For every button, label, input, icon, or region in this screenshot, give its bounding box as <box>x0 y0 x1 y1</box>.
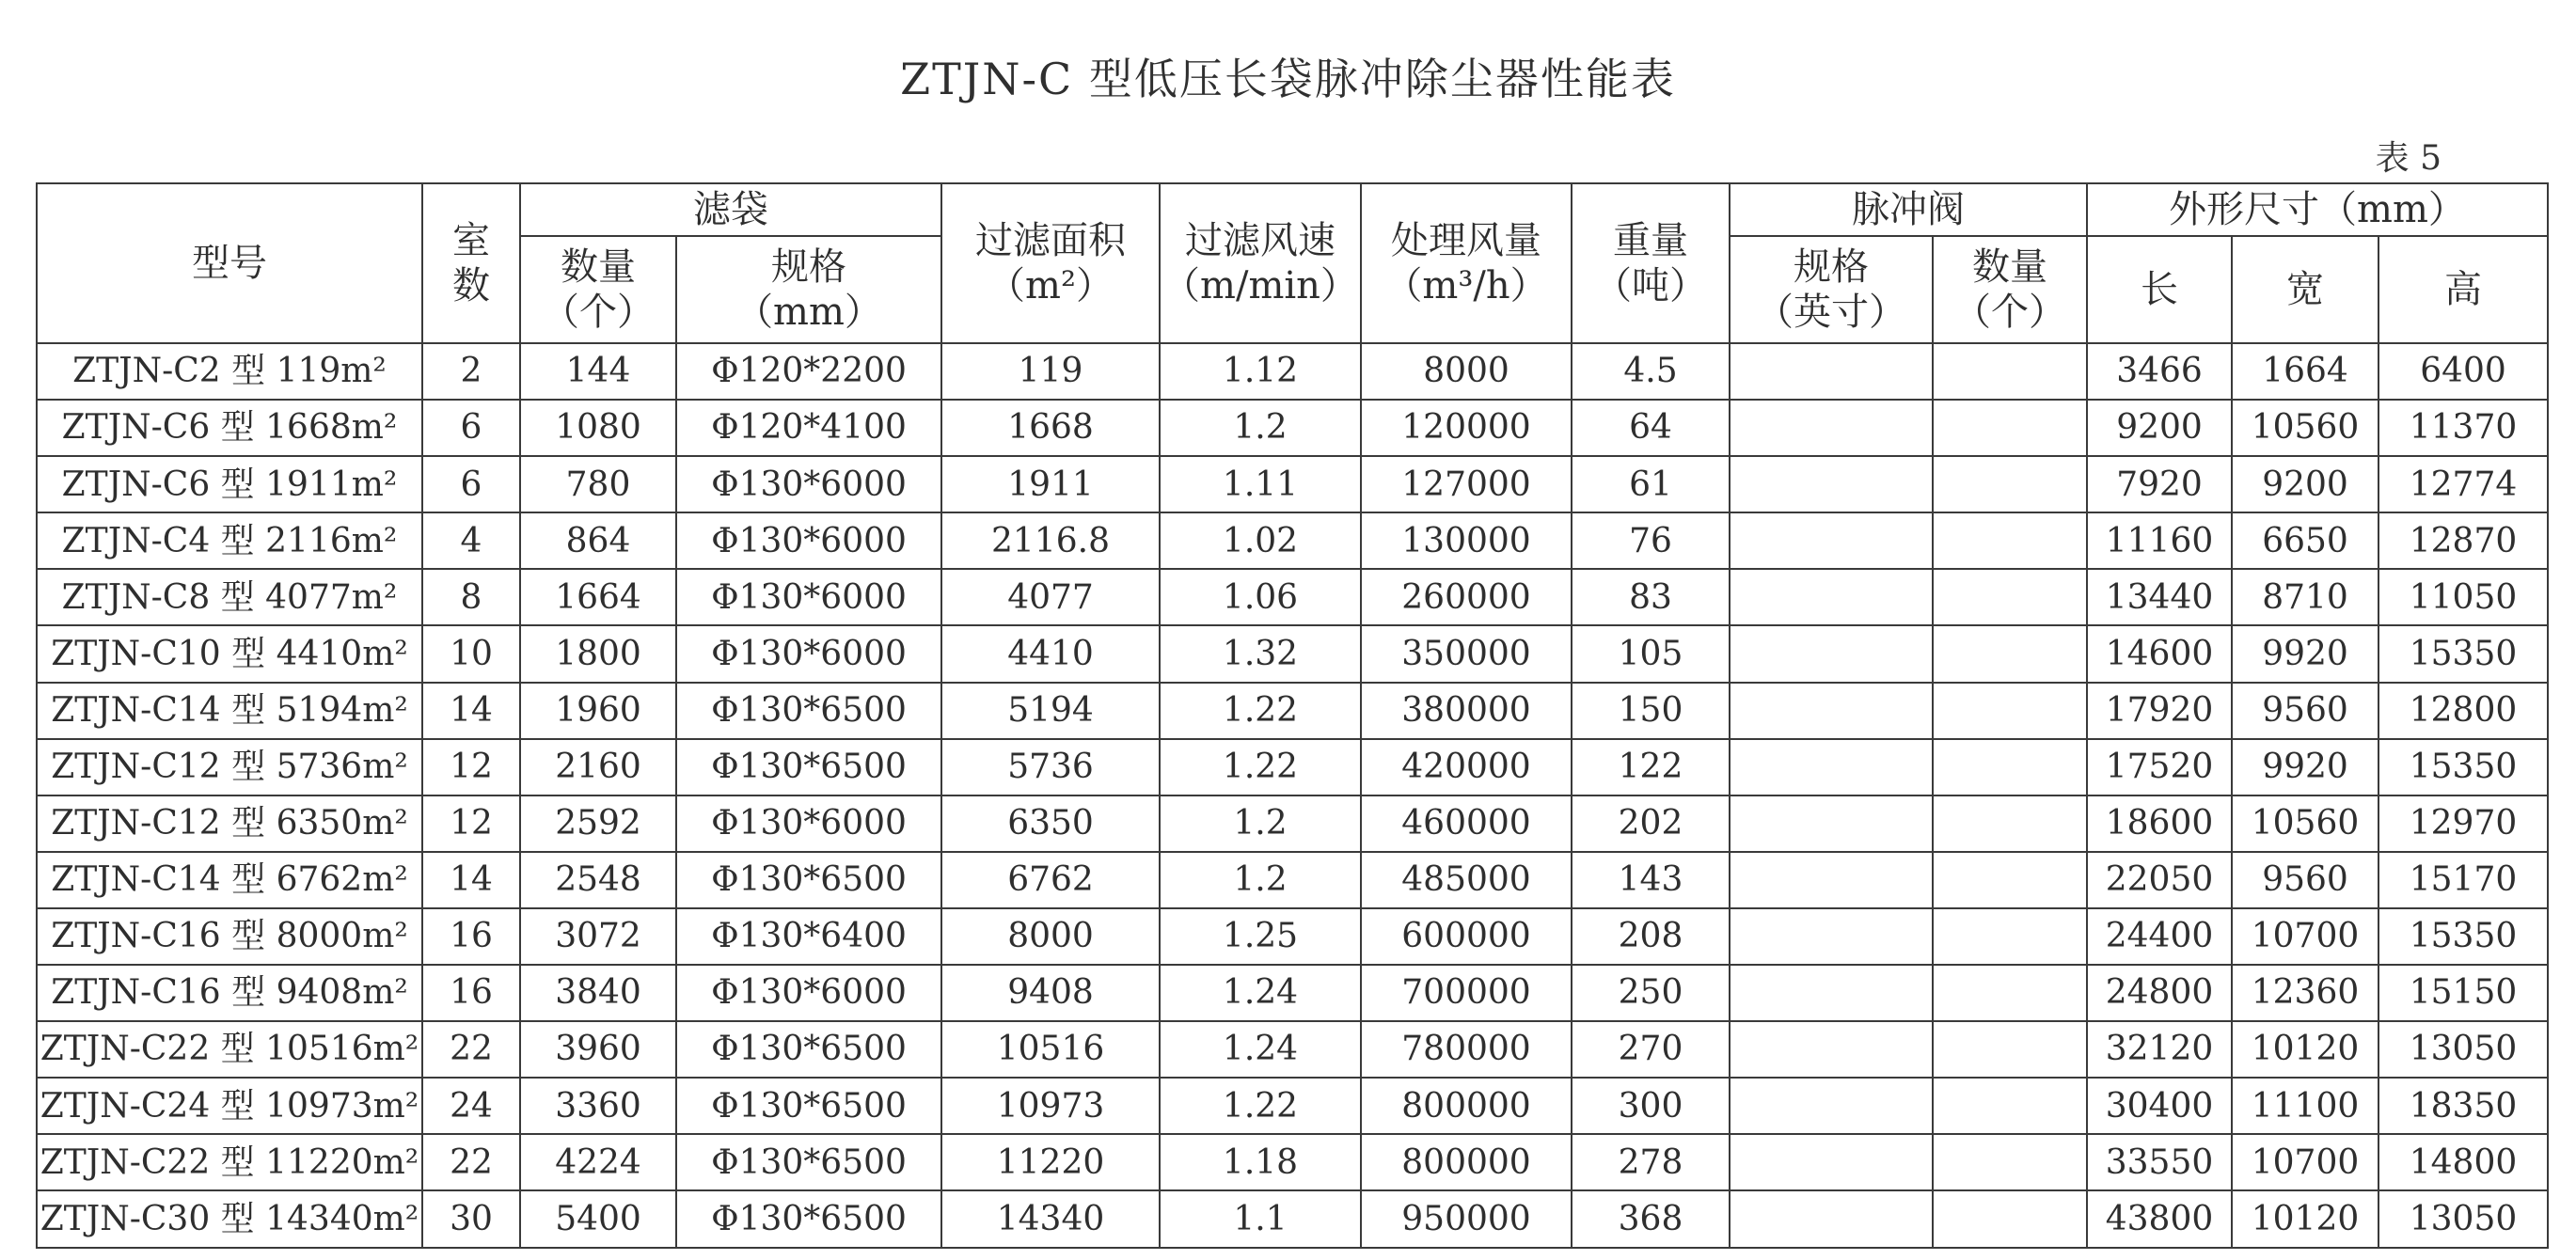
cell-height: 18350 <box>2378 1078 2548 1134</box>
cell-bag-qty: 3360 <box>520 1078 676 1134</box>
cell-rooms: 16 <box>422 908 520 965</box>
cell-volume: 260000 <box>1361 569 1572 625</box>
cell-bag-qty: 1800 <box>520 625 676 682</box>
cell-rooms: 22 <box>422 1021 520 1078</box>
cell-rooms: 12 <box>422 795 520 852</box>
col-header-width: 宽 <box>2232 236 2378 343</box>
cell-area: 10516 <box>941 1021 1160 1078</box>
cell-width: 9920 <box>2232 625 2378 682</box>
cell-width: 10120 <box>2232 1021 2378 1078</box>
cell-volume: 485000 <box>1361 852 1572 908</box>
cell-rooms: 6 <box>422 400 520 456</box>
cell-area: 6350 <box>941 795 1160 852</box>
cell-speed: 1.11 <box>1160 456 1361 512</box>
cell-area: 1911 <box>941 456 1160 512</box>
cell-model: ZTJN-C12 型 5736m² <box>37 739 422 795</box>
cell-speed: 1.12 <box>1160 343 1361 400</box>
cell-length: 18600 <box>2087 795 2232 852</box>
col-header-length: 长 <box>2087 236 2232 343</box>
col-header-air-volume: 处理风量 （m³/h） <box>1361 183 1572 343</box>
table-row <box>37 569 2548 625</box>
table-row <box>37 512 2548 569</box>
col-group-filter-bag: 滤袋 <box>520 183 941 236</box>
cell-bag-spec: Φ130*6000 <box>676 456 941 512</box>
cell-bag-spec: Φ130*6000 <box>676 795 941 852</box>
table-row <box>37 1190 2548 1247</box>
table-row <box>37 739 2548 795</box>
cell-bag-qty: 4224 <box>520 1134 676 1190</box>
cell-height: 15350 <box>2378 908 2548 965</box>
cell-width: 8710 <box>2232 569 2378 625</box>
table-row <box>37 400 2548 456</box>
cell-weight: 300 <box>1572 1078 1730 1134</box>
cell-width: 6650 <box>2232 512 2378 569</box>
cell-bag-qty: 1080 <box>520 400 676 456</box>
cell-weight: 76 <box>1572 512 1730 569</box>
cell-valve-spec <box>1730 1190 1933 1247</box>
table-row <box>37 1134 2548 1190</box>
cell-volume: 780000 <box>1361 1021 1572 1078</box>
cell-valve-spec <box>1730 683 1933 739</box>
cell-width: 10560 <box>2232 795 2378 852</box>
cell-model: ZTJN-C30 型 14340m² <box>37 1190 422 1247</box>
cell-speed: 1.32 <box>1160 625 1361 682</box>
cell-weight: 105 <box>1572 625 1730 682</box>
cell-weight: 122 <box>1572 739 1730 795</box>
cell-valve-spec <box>1730 739 1933 795</box>
cell-volume: 800000 <box>1361 1134 1572 1190</box>
cell-bag-spec: Φ130*6500 <box>676 1021 941 1078</box>
cell-weight: 83 <box>1572 569 1730 625</box>
cell-speed: 1.02 <box>1160 512 1361 569</box>
table-body <box>37 343 2548 1248</box>
cell-volume: 380000 <box>1361 683 1572 739</box>
cell-length: 3466 <box>2087 343 2232 400</box>
cell-valve-qty <box>1933 1078 2087 1134</box>
cell-valve-spec <box>1730 343 1933 400</box>
cell-height: 12774 <box>2378 456 2548 512</box>
table-row <box>37 908 2548 965</box>
cell-model: ZTJN-C12 型 6350m² <box>37 795 422 852</box>
cell-valve-qty <box>1933 456 2087 512</box>
cell-rooms: 22 <box>422 1134 520 1190</box>
cell-valve-spec <box>1730 795 1933 852</box>
col-header-bag-qty: 数量 （个） <box>520 236 676 343</box>
cell-model: ZTJN-C6 型 1911m² <box>37 456 422 512</box>
cell-model: ZTJN-C4 型 2116m² <box>37 512 422 569</box>
cell-valve-qty <box>1933 852 2087 908</box>
cell-height: 15350 <box>2378 739 2548 795</box>
cell-length: 43800 <box>2087 1190 2232 1247</box>
cell-bag-spec: Φ130*6500 <box>676 1134 941 1190</box>
cell-area: 14340 <box>941 1190 1160 1247</box>
cell-speed: 1.1 <box>1160 1190 1361 1247</box>
table-number: 表 5 <box>2375 139 2442 178</box>
cell-length: 17920 <box>2087 683 2232 739</box>
cell-model: ZTJN-C10 型 4410m² <box>37 625 422 682</box>
cell-valve-qty <box>1933 512 2087 569</box>
cell-bag-qty: 1960 <box>520 683 676 739</box>
cell-volume: 800000 <box>1361 1078 1572 1134</box>
cell-valve-spec <box>1730 1078 1933 1134</box>
cell-valve-spec <box>1730 1134 1933 1190</box>
cell-volume: 700000 <box>1361 965 1572 1021</box>
cell-valve-qty <box>1933 625 2087 682</box>
table-row <box>37 683 2548 739</box>
cell-model: ZTJN-C24 型 10973m² <box>37 1078 422 1134</box>
cell-model: ZTJN-C14 型 5194m² <box>37 683 422 739</box>
cell-volume: 8000 <box>1361 343 1572 400</box>
cell-speed: 1.2 <box>1160 400 1361 456</box>
cell-valve-spec <box>1730 908 1933 965</box>
cell-width: 1664 <box>2232 343 2378 400</box>
col-header-model: 型号 <box>37 183 422 343</box>
cell-rooms: 12 <box>422 739 520 795</box>
cell-height: 13050 <box>2378 1190 2548 1247</box>
cell-volume: 600000 <box>1361 908 1572 965</box>
cell-volume: 350000 <box>1361 625 1572 682</box>
cell-width: 10700 <box>2232 1134 2378 1190</box>
cell-area: 1668 <box>941 400 1160 456</box>
cell-length: 30400 <box>2087 1078 2232 1134</box>
cell-bag-spec: Φ120*4100 <box>676 400 941 456</box>
col-group-pulse-valve: 脉冲阀 <box>1730 183 2087 236</box>
cell-bag-spec: Φ130*6000 <box>676 512 941 569</box>
cell-area: 8000 <box>941 908 1160 965</box>
cell-rooms: 30 <box>422 1190 520 1247</box>
table-row <box>37 1021 2548 1078</box>
cell-weight: 64 <box>1572 400 1730 456</box>
table-row <box>37 1078 2548 1134</box>
cell-bag-spec: Φ120*2200 <box>676 343 941 400</box>
table-row <box>37 456 2548 512</box>
cell-speed: 1.2 <box>1160 852 1361 908</box>
cell-length: 17520 <box>2087 739 2232 795</box>
cell-bag-qty: 2160 <box>520 739 676 795</box>
cell-area: 119 <box>941 343 1160 400</box>
cell-model: ZTJN-C16 型 8000m² <box>37 908 422 965</box>
cell-weight: 278 <box>1572 1134 1730 1190</box>
cell-length: 24800 <box>2087 965 2232 1021</box>
cell-width: 9200 <box>2232 456 2378 512</box>
col-header-filter-speed: 过滤风速 （m/min） <box>1160 183 1361 343</box>
cell-bag-qty: 3072 <box>520 908 676 965</box>
cell-width: 9560 <box>2232 852 2378 908</box>
cell-model: ZTJN-C6 型 1668m² <box>37 400 422 456</box>
col-header-weight: 重量 （吨） <box>1572 183 1730 343</box>
cell-length: 24400 <box>2087 908 2232 965</box>
header-row-1 <box>37 183 2548 236</box>
cell-length: 13440 <box>2087 569 2232 625</box>
cell-weight: 368 <box>1572 1190 1730 1247</box>
col-header-valve-spec: 规格 （英寸） <box>1730 236 1933 343</box>
cell-width: 9560 <box>2232 683 2378 739</box>
cell-length: 9200 <box>2087 400 2232 456</box>
cell-height: 12870 <box>2378 512 2548 569</box>
cell-model: ZTJN-C22 型 10516m² <box>37 1021 422 1078</box>
col-group-dimensions: 外形尺寸（mm） <box>2087 183 2548 236</box>
cell-length: 14600 <box>2087 625 2232 682</box>
cell-valve-spec <box>1730 1021 1933 1078</box>
table-row <box>37 343 2548 400</box>
cell-bag-spec: Φ130*6500 <box>676 739 941 795</box>
cell-length: 33550 <box>2087 1134 2232 1190</box>
cell-width: 12360 <box>2232 965 2378 1021</box>
cell-length: 11160 <box>2087 512 2232 569</box>
cell-valve-qty <box>1933 683 2087 739</box>
col-header-filter-area: 过滤面积 （m²） <box>941 183 1160 343</box>
cell-width: 10700 <box>2232 908 2378 965</box>
cell-length: 7920 <box>2087 456 2232 512</box>
cell-valve-spec <box>1730 852 1933 908</box>
cell-height: 11370 <box>2378 400 2548 456</box>
cell-bag-qty: 2548 <box>520 852 676 908</box>
cell-valve-spec <box>1730 569 1933 625</box>
cell-valve-spec <box>1730 625 1933 682</box>
cell-bag-spec: Φ130*6500 <box>676 683 941 739</box>
cell-rooms: 2 <box>422 343 520 400</box>
cell-valve-spec <box>1730 456 1933 512</box>
cell-bag-qty: 864 <box>520 512 676 569</box>
cell-height: 15350 <box>2378 625 2548 682</box>
cell-valve-qty <box>1933 908 2087 965</box>
cell-weight: 270 <box>1572 1021 1730 1078</box>
cell-bag-qty: 2592 <box>520 795 676 852</box>
cell-area: 10973 <box>941 1078 1160 1134</box>
cell-height: 15170 <box>2378 852 2548 908</box>
cell-length: 32120 <box>2087 1021 2232 1078</box>
cell-speed: 1.25 <box>1160 908 1361 965</box>
cell-height: 13050 <box>2378 1021 2548 1078</box>
cell-weight: 150 <box>1572 683 1730 739</box>
col-header-height: 高 <box>2378 236 2548 343</box>
cell-valve-qty <box>1933 400 2087 456</box>
cell-bag-spec: Φ130*6400 <box>676 908 941 965</box>
cell-bag-qty: 144 <box>520 343 676 400</box>
cell-valve-qty <box>1933 343 2087 400</box>
table-row <box>37 852 2548 908</box>
cell-rooms: 24 <box>422 1078 520 1134</box>
cell-bag-spec: Φ130*6000 <box>676 625 941 682</box>
cell-weight: 143 <box>1572 852 1730 908</box>
cell-rooms: 16 <box>422 965 520 1021</box>
cell-speed: 1.2 <box>1160 795 1361 852</box>
cell-width: 10120 <box>2232 1190 2378 1247</box>
col-header-rooms: 室 数 <box>422 183 520 343</box>
col-header-valve-qty: 数量 （个） <box>1933 236 2087 343</box>
table-row <box>37 965 2548 1021</box>
cell-bag-spec: Φ130*6500 <box>676 852 941 908</box>
cell-weight: 202 <box>1572 795 1730 852</box>
cell-width: 9920 <box>2232 739 2378 795</box>
cell-volume: 120000 <box>1361 400 1572 456</box>
cell-bag-qty: 5400 <box>520 1190 676 1247</box>
cell-bag-qty: 1664 <box>520 569 676 625</box>
cell-weight: 4.5 <box>1572 343 1730 400</box>
document-title: ZTJN-C 型低压长袋脉冲除尘器性能表 <box>900 54 1676 104</box>
cell-model: ZTJN-C22 型 11220m² <box>37 1134 422 1190</box>
cell-weight: 250 <box>1572 965 1730 1021</box>
performance-table <box>36 182 2549 1249</box>
cell-height: 15150 <box>2378 965 2548 1021</box>
cell-model: ZTJN-C8 型 4077m² <box>37 569 422 625</box>
cell-area: 5194 <box>941 683 1160 739</box>
cell-valve-qty <box>1933 965 2087 1021</box>
cell-bag-qty: 3840 <box>520 965 676 1021</box>
cell-bag-qty: 780 <box>520 456 676 512</box>
cell-rooms: 4 <box>422 512 520 569</box>
cell-valve-qty <box>1933 739 2087 795</box>
cell-speed: 1.24 <box>1160 1021 1361 1078</box>
cell-bag-spec: Φ130*6000 <box>676 965 941 1021</box>
cell-bag-spec: Φ130*6500 <box>676 1078 941 1134</box>
cell-rooms: 14 <box>422 852 520 908</box>
cell-length: 22050 <box>2087 852 2232 908</box>
cell-valve-spec <box>1730 965 1933 1021</box>
cell-valve-qty <box>1933 1190 2087 1247</box>
cell-bag-spec: Φ130*6000 <box>676 569 941 625</box>
cell-speed: 1.24 <box>1160 965 1361 1021</box>
cell-area: 9408 <box>941 965 1160 1021</box>
cell-height: 12800 <box>2378 683 2548 739</box>
col-header-bag-spec: 规格 （mm） <box>676 236 941 343</box>
cell-valve-qty <box>1933 569 2087 625</box>
cell-rooms: 8 <box>422 569 520 625</box>
cell-model: ZTJN-C16 型 9408m² <box>37 965 422 1021</box>
cell-speed: 1.22 <box>1160 1078 1361 1134</box>
cell-volume: 950000 <box>1361 1190 1572 1247</box>
cell-valve-qty <box>1933 1021 2087 1078</box>
cell-model: ZTJN-C2 型 119m² <box>37 343 422 400</box>
cell-bag-qty: 3960 <box>520 1021 676 1078</box>
cell-area: 4077 <box>941 569 1160 625</box>
cell-valve-qty <box>1933 795 2087 852</box>
cell-area: 4410 <box>941 625 1160 682</box>
cell-bag-spec: Φ130*6500 <box>676 1190 941 1247</box>
table-row <box>37 625 2548 682</box>
cell-rooms: 10 <box>422 625 520 682</box>
cell-width: 11100 <box>2232 1078 2378 1134</box>
cell-speed: 1.22 <box>1160 739 1361 795</box>
cell-valve-spec <box>1730 512 1933 569</box>
cell-area: 11220 <box>941 1134 1160 1190</box>
cell-weight: 61 <box>1572 456 1730 512</box>
cell-rooms: 6 <box>422 456 520 512</box>
cell-valve-spec <box>1730 400 1933 456</box>
table-row <box>37 795 2548 852</box>
cell-height: 14800 <box>2378 1134 2548 1190</box>
cell-model: ZTJN-C14 型 6762m² <box>37 852 422 908</box>
cell-area: 5736 <box>941 739 1160 795</box>
cell-width: 10560 <box>2232 400 2378 456</box>
cell-volume: 420000 <box>1361 739 1572 795</box>
cell-weight: 208 <box>1572 908 1730 965</box>
cell-area: 2116.8 <box>941 512 1160 569</box>
cell-volume: 127000 <box>1361 456 1572 512</box>
cell-volume: 130000 <box>1361 512 1572 569</box>
cell-height: 12970 <box>2378 795 2548 852</box>
cell-rooms: 14 <box>422 683 520 739</box>
cell-speed: 1.06 <box>1160 569 1361 625</box>
cell-height: 11050 <box>2378 569 2548 625</box>
cell-volume: 460000 <box>1361 795 1572 852</box>
cell-valve-qty <box>1933 1134 2087 1190</box>
cell-area: 6762 <box>941 852 1160 908</box>
cell-speed: 1.18 <box>1160 1134 1361 1190</box>
cell-speed: 1.22 <box>1160 683 1361 739</box>
cell-height: 6400 <box>2378 343 2548 400</box>
